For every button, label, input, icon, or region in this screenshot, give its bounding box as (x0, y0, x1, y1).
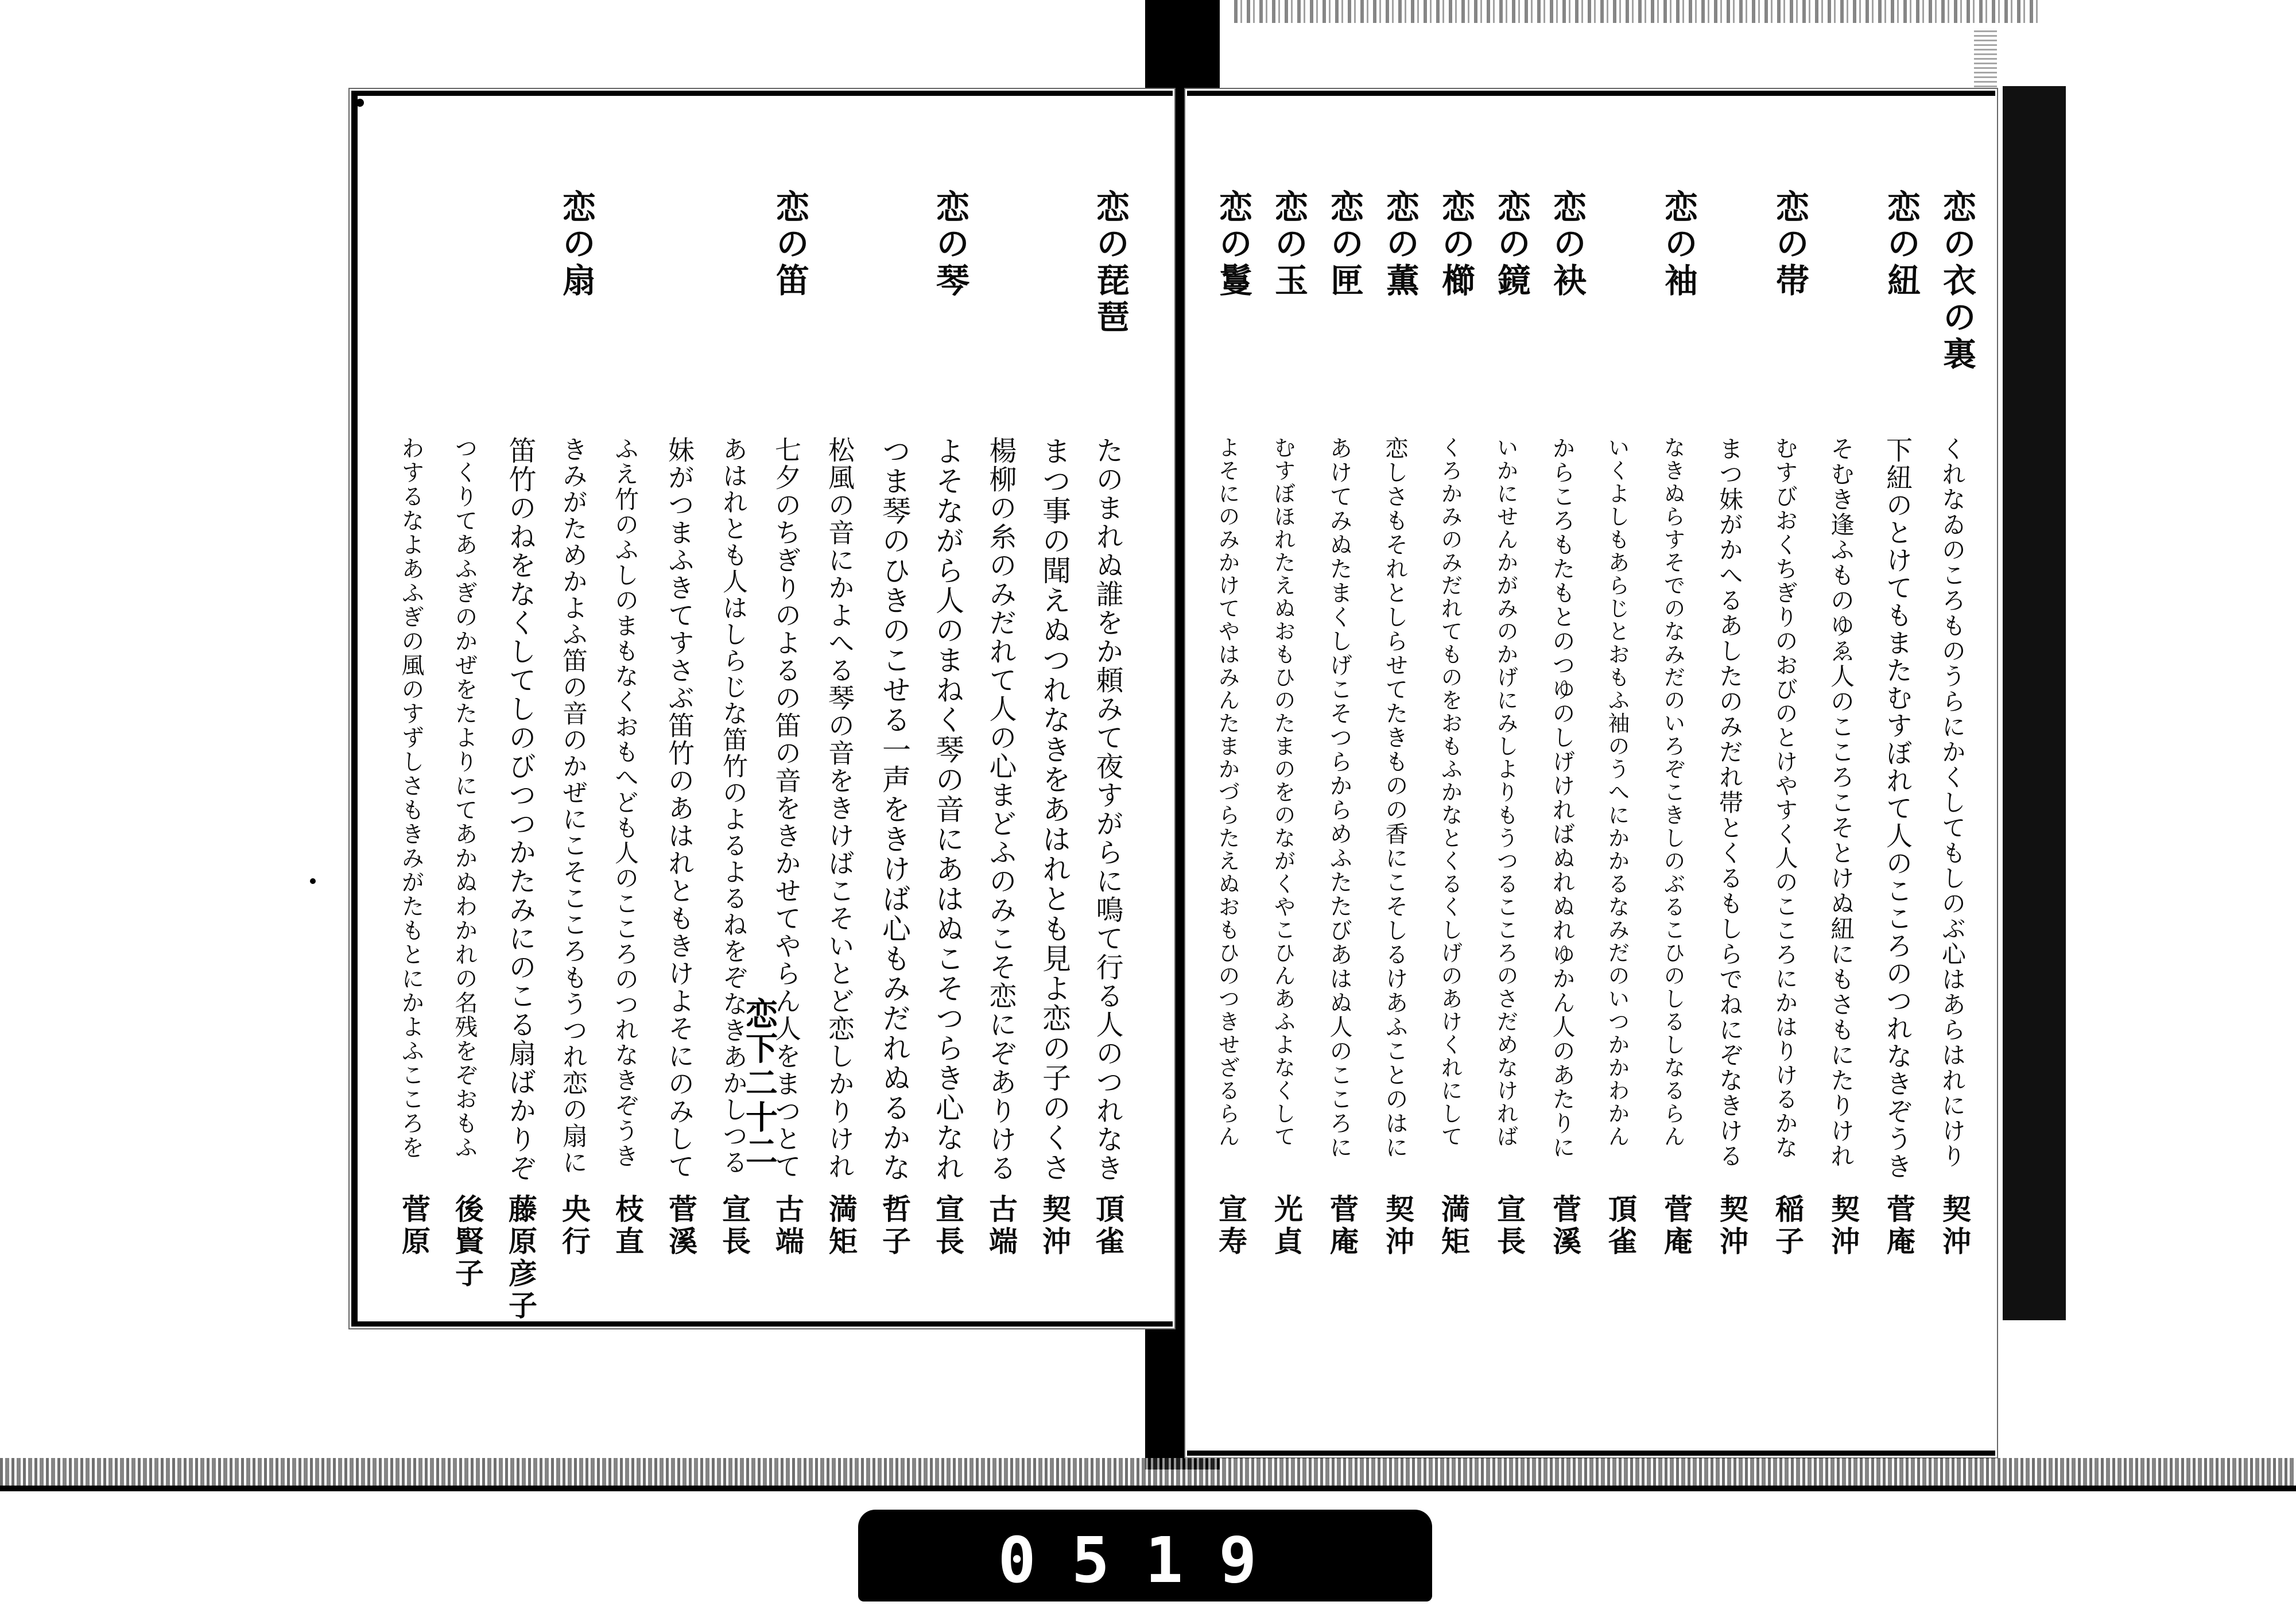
poet-name: 契沖 (1715, 1194, 1749, 1258)
poem-title: 恋の玉 (1269, 189, 1308, 300)
poet-name: 宣長 (931, 1194, 965, 1258)
poet-name: 光貞 (1270, 1194, 1304, 1258)
poet-name: 菅溪 (1548, 1194, 1582, 1258)
poet-name: 菅原 (397, 1194, 431, 1258)
poet-name: 満矩 (1437, 1194, 1471, 1258)
poem-text: 松風の音にかよへる琴の音をきけばこそいとど恋しかりけれ (824, 436, 855, 1180)
folio-label: 恋下二十二 (740, 997, 778, 1169)
poem-text: むすぼほれたえぬおもひのたまのをのながくやこひんあふよなくして (1270, 436, 1296, 1148)
poet-name: 菅溪 (664, 1194, 698, 1258)
right-page (1187, 91, 1995, 1456)
poet-name: 稲子 (1771, 1194, 1805, 1258)
poet-name: 頂雀 (1091, 1194, 1125, 1258)
poem-title: 恋の薫 (1380, 189, 1420, 300)
poet-name: 菅庵 (1659, 1194, 1693, 1258)
poem-title: 恋の櫛 (1436, 189, 1475, 300)
poem-text: 笛竹のねをなくしてしのびつつかたみにのこる扇ばかりぞ (504, 436, 536, 1182)
poem-title: 恋の扇 (557, 189, 596, 300)
poet-name: 央行 (557, 1194, 591, 1258)
poem-title: 恋の匣 (1325, 189, 1364, 300)
poem-title: 恋の琵琶 (1091, 189, 1130, 336)
page-edge-shadow (1995, 86, 2066, 1320)
poet-name: 宣長 (1492, 1194, 1526, 1258)
poem-text: きみがためかよふ笛の音のかぜにこそこころもうつれ恋の扇に (558, 436, 587, 1176)
poem-text: いかにせんかがみのかげにみしよりもうつるこころのさだめなければ (1493, 436, 1518, 1148)
frame-number: 0519 (998, 1523, 1293, 1597)
poem-text: 下紐のとけてもまたむすぼれて人のこころのつれなきぞうき (1882, 436, 1913, 1180)
poem-title: 恋の衣の裏 (1937, 189, 1976, 373)
poet-name: 古端 (984, 1194, 1018, 1258)
poet-name: 枝直 (611, 1194, 645, 1258)
poem-text: よそにのみかけてやはみんたまかづらたえぬおもひのつきせざるらん (1215, 436, 1240, 1148)
poem-title: 恋の袂 (1548, 189, 1587, 300)
poem-text: むすびおくちぎりのおびのとけやすく人のこころにかはりけるかな (1771, 436, 1798, 1160)
poem-title: 恋の鏡 (1492, 189, 1531, 300)
poem-text: わするなよあふぎの風のすずしさもきみがたもとにかよふこころを (398, 436, 424, 1160)
poem-text: まつ事の聞えぬつれなきをあはれとも見よ恋の子のくさ (1038, 436, 1071, 1182)
poet-name: 菅庵 (1325, 1194, 1359, 1258)
poet-name: 頂雀 (1604, 1194, 1638, 1258)
poem-title: 恋の紐 (1882, 189, 1921, 300)
poem-text: ふえ竹のふしのまもなくおもへども人のこころのつれなきぞうき (611, 436, 639, 1169)
poem-text: まつ妹がかへるあしたのみだれ帯とくるもしらでねにぞなきける (1716, 436, 1744, 1169)
poet-name: 契沖 (1938, 1194, 1972, 1258)
poem-title: 恋の帯 (1770, 189, 1809, 300)
poem-text: くれなゐのころものうらにかくしてもしのぶ心はあらはれにけり (1938, 436, 1967, 1169)
poem-title: 恋の鬘 (1213, 189, 1252, 300)
poem-text: つま琴のひきのこせる一声をきけば心もみだれぬるかな (878, 436, 911, 1182)
poem-text: からころもたもとのつゆのしげければぬれぬれゆかん人のあたりに (1549, 436, 1575, 1160)
poem-text: 楊柳の糸のみだれて人の心まどふのみこそ恋にぞありける (984, 436, 1017, 1182)
ink-dot (356, 99, 364, 107)
film-frame-number-plate (858, 1510, 1432, 1602)
poem-text: 妹がつまふきてすさぶ笛竹のあはれともきけよそにのみして (664, 436, 695, 1180)
poet-name: 哲子 (878, 1194, 912, 1258)
poet-name: 古端 (771, 1194, 805, 1258)
scan-noise-bottom (0, 1458, 2296, 1486)
poet-name: 菅庵 (1882, 1194, 1916, 1258)
poem-title: 恋の袖 (1659, 189, 1698, 300)
poet-name: 契沖 (1038, 1194, 1072, 1258)
ink-dot (310, 878, 316, 884)
poem-text: 七夕のちぎりのよるの笛の音をきかせてやらん人をまつとて (771, 436, 802, 1180)
poet-name: 藤原彦子 (504, 1194, 538, 1323)
poem-title: 恋の琴 (930, 189, 969, 300)
poem-text: よそながら人のまねく琴の音にあはぬこそつらき心なれ (931, 436, 964, 1182)
poet-name: 宣寿 (1214, 1194, 1248, 1258)
scan-noise-top (1234, 0, 2038, 23)
poem-text: なきぬらすそでのなみだのいろぞこきしのぶるこひのしるしなるらん (1660, 436, 1685, 1148)
poem-text: あけてみぬたまくしげこそつらからめふたたびあはぬ人のこころに (1326, 436, 1352, 1160)
poet-name: 宣長 (718, 1194, 751, 1258)
poem-text: たのまれぬ誰をか頼みて夜すがらに鳴て行る人のつれなき (1091, 436, 1123, 1182)
film-baseline (0, 1486, 2296, 1491)
poem-text: いくよしもあらじとおもふ袖のうへにかかるなみだのいつかかわかん (1604, 436, 1630, 1148)
poem-text: くろかみのみだれてものをおもふかなとくるくしげのあけくれにして (1437, 436, 1463, 1148)
poet-name: 後賢子 (451, 1194, 484, 1290)
poet-name: 満矩 (824, 1194, 858, 1258)
poet-name: 契沖 (1826, 1194, 1860, 1258)
poem-text: そむき逢ふものゆゑ人のこころこそとけぬ紐にもさもにたりけれ (1827, 436, 1855, 1169)
poem-title: 恋の笛 (770, 189, 809, 300)
poem-text: あはれとも人はしらじな笛竹のよるよるねをぞなきあかしつる (718, 436, 747, 1176)
poet-name: 契沖 (1381, 1194, 1415, 1258)
poem-text: つくりてあふぎのかぜをたよりにてあかぬわかれの名残をぞおもふ (451, 436, 478, 1160)
poem-text: 恋しさもそれとしらせてたきものの香にこそしるけあふことのはに (1382, 436, 1408, 1160)
